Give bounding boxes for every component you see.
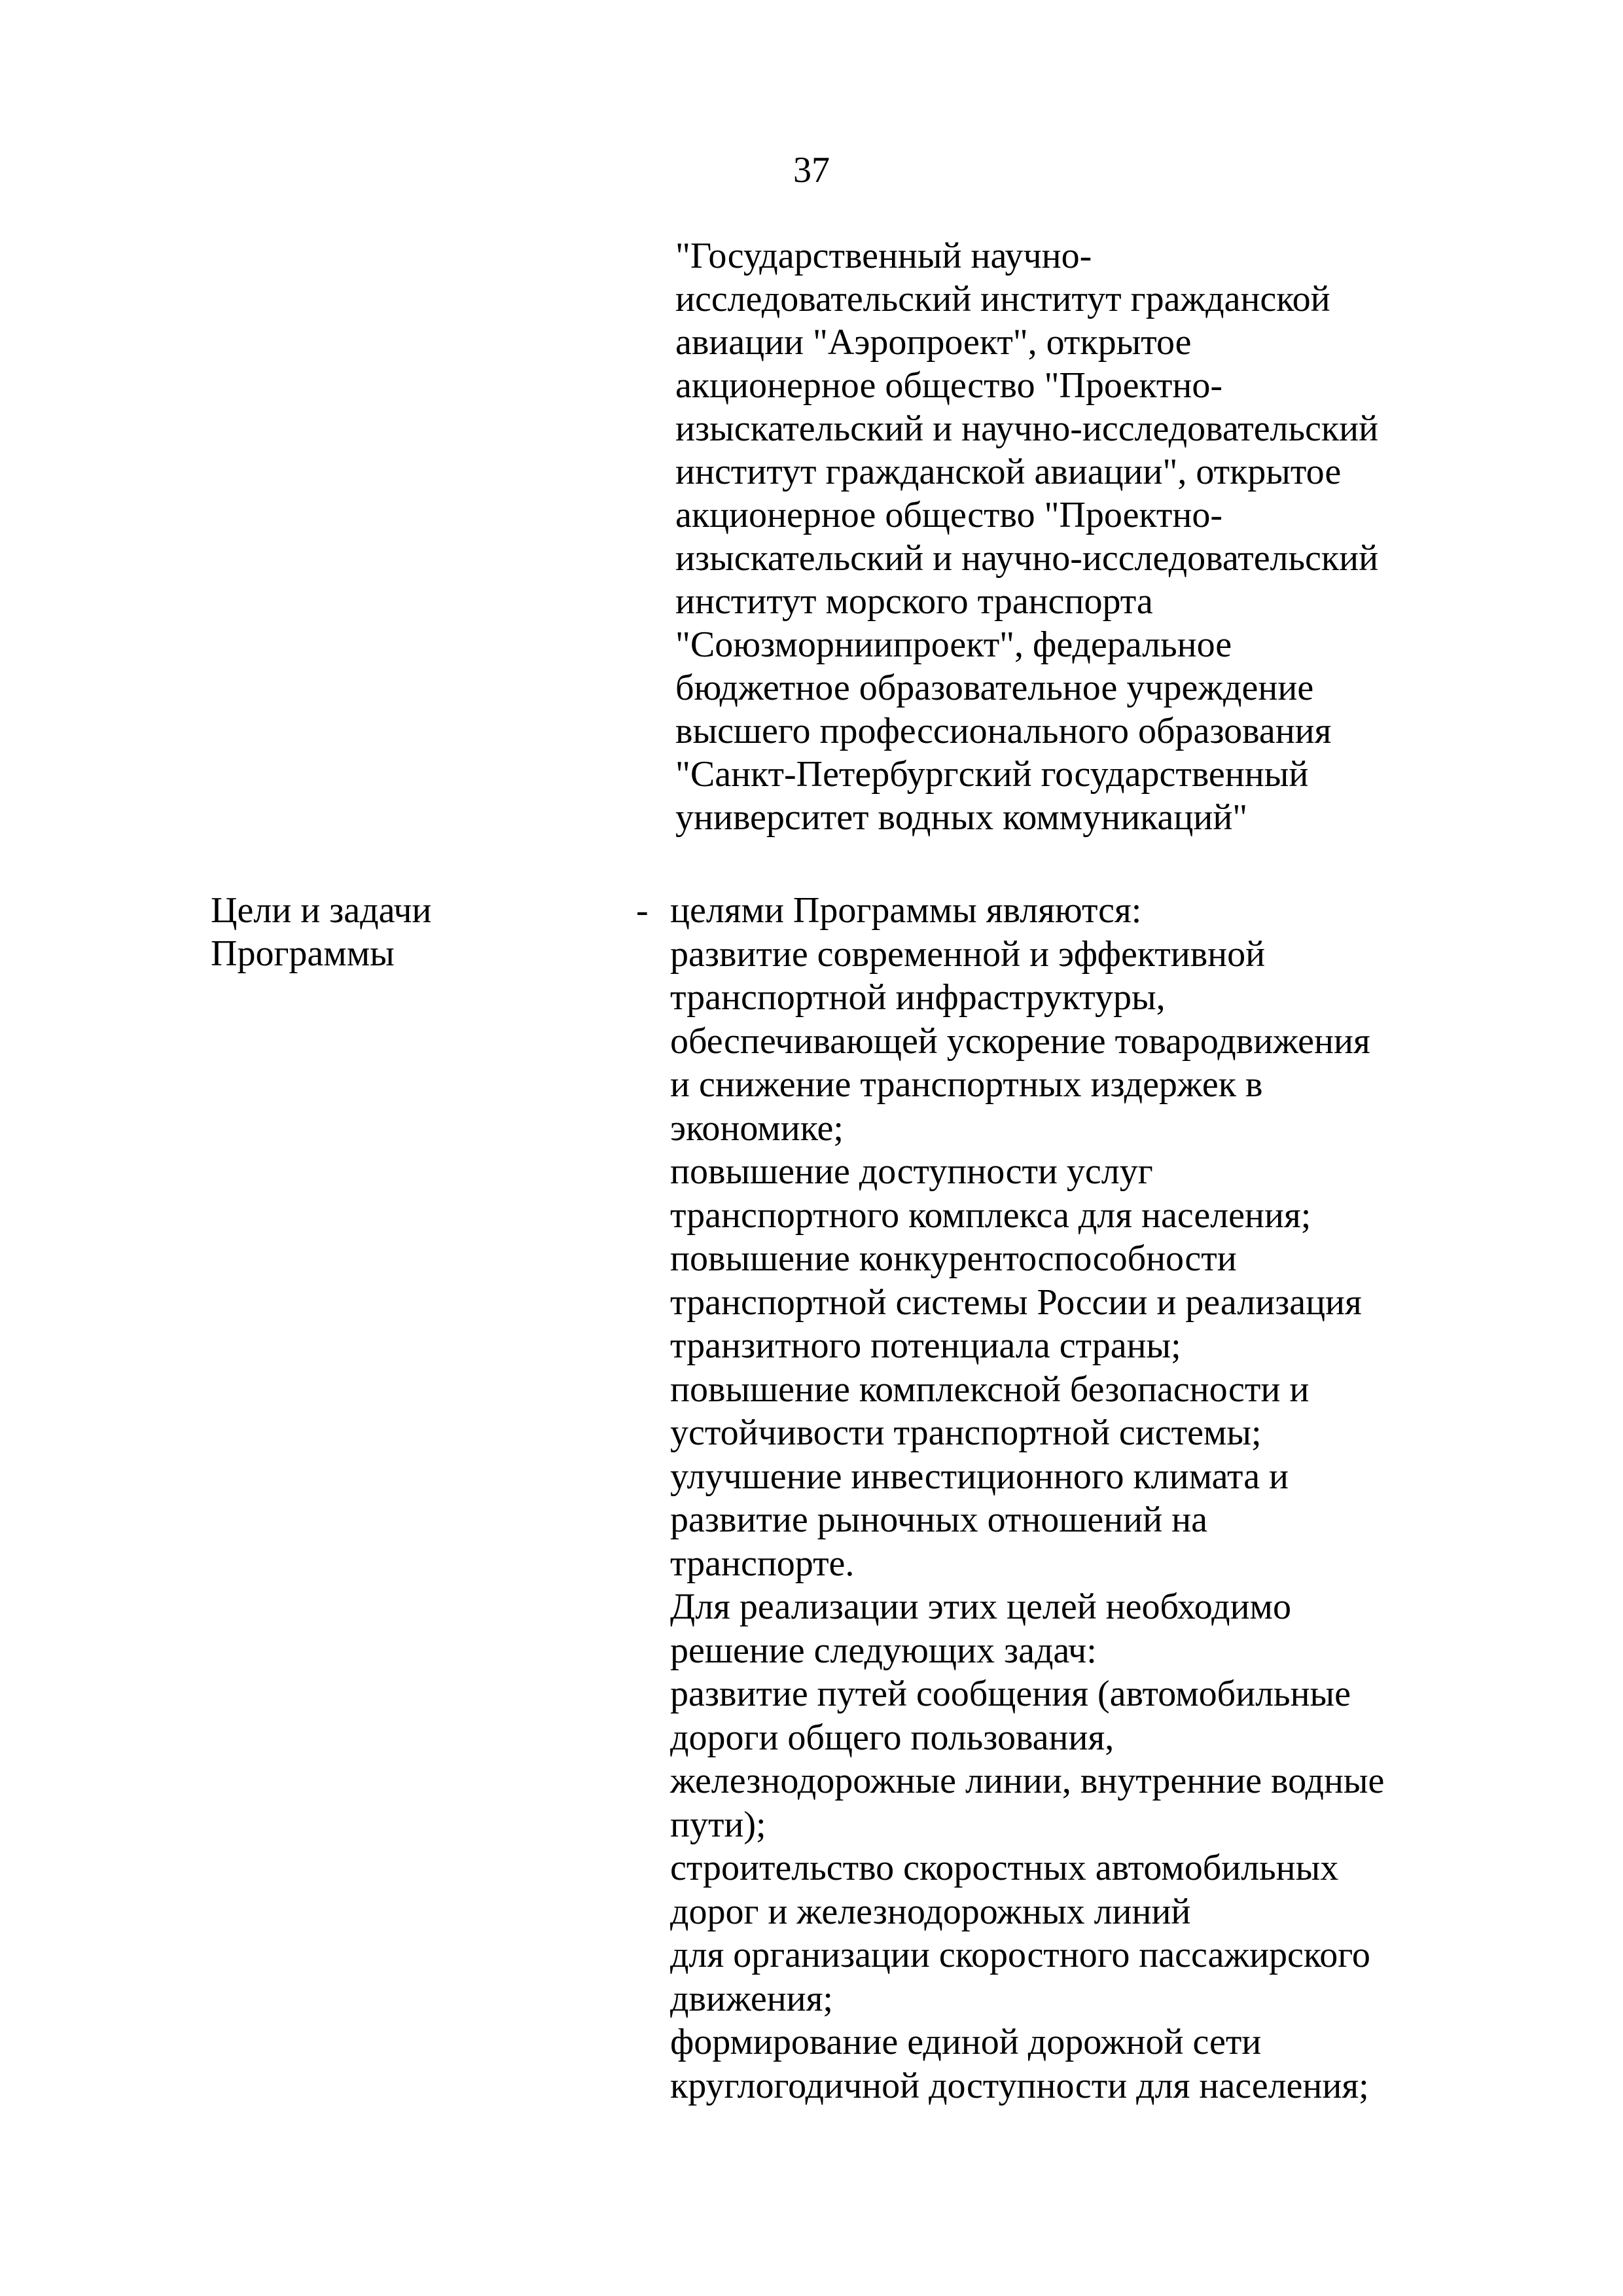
- text-line: транспортного комплекса для населения;: [670, 1194, 1311, 1236]
- section-label-goals-tasks: [211, 889, 551, 975]
- text-line: пути);: [670, 1804, 766, 1845]
- organizations-continuation: [675, 234, 1461, 839]
- text-line: обеспечивающей ускорение товародвижения: [670, 1020, 1370, 1062]
- text-line: институт гражданской авиации", открытое: [675, 452, 1342, 492]
- text-line: устойчивости транспортной системы;: [670, 1412, 1262, 1453]
- text-line: транспорте.: [670, 1543, 855, 1584]
- text-line: высшего профессионального образования: [675, 711, 1332, 751]
- text-line: развитие путей сообщения (автомобильные: [670, 1674, 1351, 1714]
- page-number: 37: [793, 150, 830, 190]
- text-line: "Санкт-Петербургский государственный: [675, 754, 1309, 795]
- section-dash: -: [636, 890, 649, 931]
- text-line: железнодорожные линии, внутренние водные: [670, 1761, 1385, 1801]
- text-line: бюджетное образовательное учреждение: [675, 668, 1314, 708]
- text-line: развитие рыночных отношений на: [670, 1499, 1207, 1540]
- text-line: дороги общего пользования,: [670, 1717, 1115, 1758]
- text-line: повышение комплексной безопасности и: [670, 1369, 1310, 1410]
- text-line: развитие современной и эффективной: [670, 933, 1266, 975]
- text-line: транспортной инфраструктуры,: [670, 977, 1166, 1018]
- text-line: "Государственный научно-: [675, 236, 1092, 276]
- text-line: круглогодичной доступности для населения;: [670, 2065, 1369, 2106]
- text-line: "Союзморниипроект", федеральное: [675, 624, 1232, 665]
- text-line: повышение доступности услуг: [670, 1151, 1153, 1192]
- text-line: экономике;: [670, 1107, 844, 1149]
- text-line: транзитного потенциала страны;: [670, 1325, 1181, 1366]
- section-body-goals-tasks: [670, 889, 1469, 2108]
- text-line: формирование единой дорожной сети: [670, 2022, 1262, 2062]
- text-line: решение следующих задач:: [670, 1630, 1097, 1671]
- text-line: целями Программы являются:: [670, 890, 1142, 931]
- text-line: авиации "Аэропроект", открытое: [675, 322, 1192, 363]
- text-line: дорог и железнодорожных линий: [670, 1891, 1191, 1932]
- text-line: университет водных коммуникаций": [675, 797, 1248, 838]
- text-line: Для реализации этих целей необходимо: [670, 1587, 1291, 1627]
- text-line: акционерное общество "Проектно-: [675, 495, 1222, 535]
- text-line: для организации скоростного пассажирского: [670, 1935, 1370, 1975]
- text-line: повышение конкурентоспособности: [670, 1238, 1237, 1279]
- label-line: Программы: [211, 933, 395, 974]
- text-line: строительство скоростных автомобильных: [670, 1848, 1339, 1888]
- text-line: улучшение инвестиционного климата и: [670, 1456, 1289, 1497]
- text-line: изыскательский и научно-исследовательский: [675, 538, 1379, 579]
- text-line: акционерное общество "Проектно-: [675, 365, 1222, 406]
- text-line: институт морского транспорта: [675, 581, 1153, 622]
- text-line: исследовательский институт гражданской: [675, 279, 1330, 319]
- text-line: и снижение транспортных издержек в: [670, 1064, 1263, 1105]
- text-line: изыскательский и научно-исследовательский: [675, 408, 1379, 449]
- label-line: Цели и задачи: [211, 890, 432, 931]
- text-line: транспортной системы России и реализация: [670, 1282, 1362, 1323]
- text-line: движения;: [670, 1978, 833, 2019]
